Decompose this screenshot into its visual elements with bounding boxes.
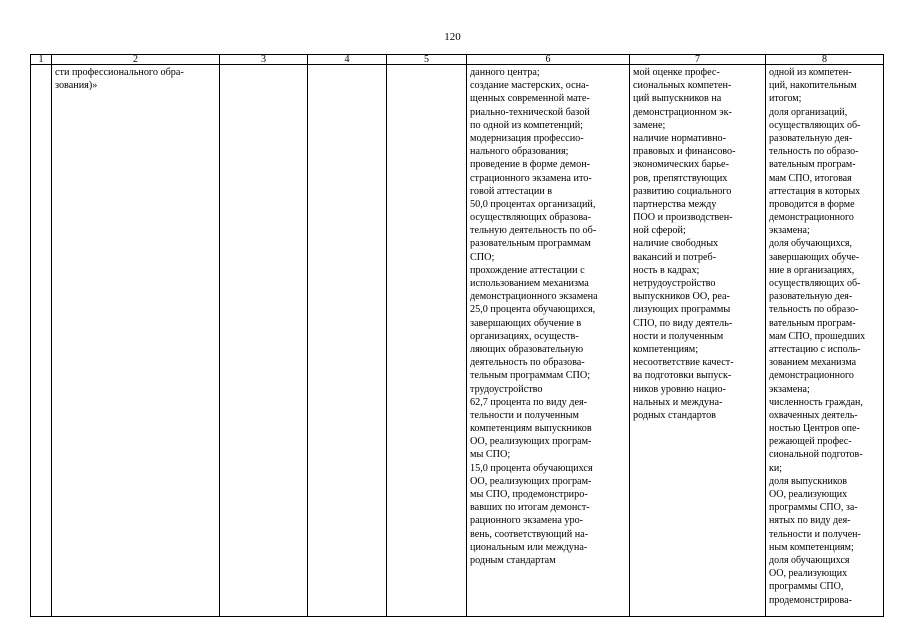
text-line: тельную деятельность по об- [470, 225, 597, 237]
text-line: мам СПО, итоговая [769, 172, 852, 184]
text-line: тельность по образо- [769, 304, 859, 316]
text-line: вавших по итогам демонст- [470, 502, 590, 514]
text-line: по одной из компетенций; [470, 119, 584, 131]
text-line: деятельность по образова- [470, 357, 585, 369]
text-line: ным компетенциям; [769, 541, 854, 553]
text-line: ной сферой; [633, 225, 686, 237]
text-line: родных стандартов [633, 409, 716, 421]
text-line: нального образования; [470, 146, 569, 158]
text-line: трудоустройство [470, 383, 543, 395]
text-line: ки; [769, 462, 782, 474]
text-line: доля обучающихся [769, 554, 850, 566]
text-line: доля организаций, [769, 106, 848, 118]
text-line: ОО, реализующих програм- [470, 436, 592, 448]
text-line: ние в организациях, [769, 264, 855, 276]
text-line: ций, накопительным [769, 80, 857, 92]
text-line: страционного экзамена ито- [470, 172, 592, 184]
text-line: доля обучающихся, [769, 238, 852, 250]
text-line: вакансий и потреб- [633, 251, 717, 263]
text-line: мой оценке профес- [633, 67, 720, 78]
text-line: СПО; [470, 251, 495, 263]
text-line: численность граждан, [769, 396, 863, 408]
text-line: экзамена; [769, 383, 810, 395]
text-line: зованием механизма [769, 357, 857, 369]
text-line: демонстрационного [769, 212, 854, 224]
cell-col-7 [630, 65, 766, 617]
text-line: создание мастерских, осна- [470, 80, 589, 92]
text-line: программы СПО, [769, 581, 844, 593]
text-line: завершающих обучение в [470, 317, 582, 329]
text-line: проведение в форме демон- [470, 159, 591, 171]
text-line: циональным или междуна- [470, 541, 588, 553]
text-line: мы СПО, продемонстриро- [470, 489, 588, 500]
text-line: сиональной подготов- [769, 449, 863, 461]
text-line: ОО, реализующих програм- [470, 475, 592, 487]
column-header-3: 3 [220, 55, 308, 65]
text-line: демонстрационного экзамена [470, 291, 598, 303]
text-line: замене; [633, 119, 666, 131]
text-line: организациях, осуществ- [470, 330, 579, 342]
text-line: использованием механизма [470, 278, 589, 289]
text-line: СПО, по виду деятель- [633, 317, 733, 329]
text-line: ляющих образовательную [470, 343, 584, 355]
text-line: ность в кадрах; [633, 264, 700, 276]
text-line: одной из компетен- [769, 67, 852, 78]
text-line: вательным програм- [769, 159, 856, 171]
text-line: партнерства между [633, 198, 717, 210]
text-line: проводится в форме [769, 198, 855, 210]
cell-col-3 [220, 65, 308, 617]
text-line: сти профессионального обра- [55, 67, 184, 78]
risks-text [630, 65, 765, 422]
text-line: тельности и полученным [470, 409, 579, 421]
text-line: экономических барье- [633, 159, 729, 171]
text-line: несоответствие качест- [633, 357, 734, 369]
text-line: данного центра; [470, 67, 540, 78]
text-line: демонстрационного [769, 370, 854, 382]
column-header-2: 2 [52, 55, 220, 65]
text-line: охваченных деятель- [769, 409, 858, 421]
text-line: щенных современной мате- [470, 93, 590, 105]
text-line: наличие свободных [633, 238, 719, 250]
program-name-text [52, 65, 219, 92]
table-row [31, 65, 884, 617]
text-line: демонстрационном эк- [633, 106, 732, 118]
text-line: мы СПО; [470, 449, 511, 461]
text-line: доля выпускников [769, 475, 847, 487]
text-line: 15,0 процента обучающихся [470, 462, 593, 474]
page-number: 120 [444, 31, 461, 43]
text-line: нятых по виду дея- [769, 515, 851, 527]
text-line: вательным програм- [769, 317, 856, 329]
column-header-4: 4 [308, 55, 387, 65]
text-line: разовательным программам [470, 238, 591, 250]
text-line: ций выпускников на [633, 93, 722, 105]
text-line: ности и полученным [633, 330, 724, 342]
text-line: осуществляющих образова- [470, 212, 591, 224]
text-line: ва подготовки выпуск- [633, 370, 732, 382]
column-header-8: 8 [766, 55, 884, 65]
text-line: прохождение аттестации с [470, 264, 585, 276]
cell-col-1 [31, 65, 52, 617]
column-header-7: 7 [630, 55, 766, 65]
text-line: тельность по образо- [769, 146, 859, 158]
text-line: выпускников ОО, реа- [633, 291, 730, 303]
text-line: компетенциям; [633, 343, 699, 355]
expected-results-text [467, 65, 629, 567]
text-line: рационного экзамена уро- [470, 515, 584, 527]
text-line: 62,7 процента по виду дея- [470, 396, 588, 408]
text-line: нетрудоустройство [633, 278, 716, 289]
text-line: ров, препятствующих [633, 172, 728, 184]
text-line: программы СПО, за- [769, 502, 858, 514]
text-line: ОО, реализующих [769, 489, 848, 500]
text-line: зования)» [55, 80, 98, 92]
cell-col-2 [52, 65, 220, 617]
text-line: наличие нормативно- [633, 132, 727, 144]
text-line: продемонстрирова- [769, 594, 852, 606]
text-line: 50,0 процентах организаций, [470, 198, 596, 210]
text-line: развитию социального [633, 185, 732, 197]
text-line: экзамена; [769, 225, 810, 237]
text-line: правовых и финансово- [633, 146, 736, 158]
text-line: модернизация профессио- [470, 132, 584, 144]
text-line: ОО, реализующих [769, 568, 848, 580]
text-line: осуществляющих об- [769, 119, 861, 131]
cell-col-5 [387, 65, 467, 617]
text-line: вень, соответствующий на- [470, 528, 589, 540]
text-line: говой аттестации в [470, 185, 553, 197]
text-line: аттестацию с исполь- [769, 343, 861, 355]
text-line: ПОО и производствен- [633, 212, 733, 224]
text-line: режающей профес- [769, 436, 852, 448]
text-line: осуществляющих об- [769, 278, 861, 289]
cell-col-6 [467, 65, 630, 617]
cell-col-4 [308, 65, 387, 617]
text-line: лизующих программы [633, 304, 731, 316]
text-line: нальных и междуна- [633, 396, 723, 408]
text-line: компетенциям выпускников [470, 423, 592, 435]
text-line: мам СПО, прошедших [769, 330, 866, 342]
indicators-text [766, 65, 883, 607]
column-number-row [31, 55, 884, 65]
text-line: ников уровню нацио- [633, 383, 726, 395]
text-line: 25,0 процента обучающихся, [470, 304, 596, 316]
text-line: разовательную дея- [769, 132, 853, 144]
text-line: сиональных компетен- [633, 80, 732, 92]
cell-col-8 [766, 65, 884, 617]
text-line: завершающих обуче- [769, 251, 860, 263]
text-line: тельности и получен- [769, 528, 861, 540]
text-line: итогом; [769, 93, 802, 105]
text-line: разовательную дея- [769, 291, 853, 303]
text-line: родным стандартам [470, 554, 556, 566]
text-line: ностью Центров опе- [769, 423, 860, 435]
column-header-6: 6 [467, 55, 630, 65]
text-line: риально-технической базой [470, 106, 590, 118]
indicators-table [30, 54, 884, 617]
column-header-1: 1 [31, 55, 52, 65]
text-line: тельным программам СПО; [470, 370, 591, 382]
text-line: аттестация в которых [769, 185, 861, 197]
column-header-5: 5 [387, 55, 467, 65]
